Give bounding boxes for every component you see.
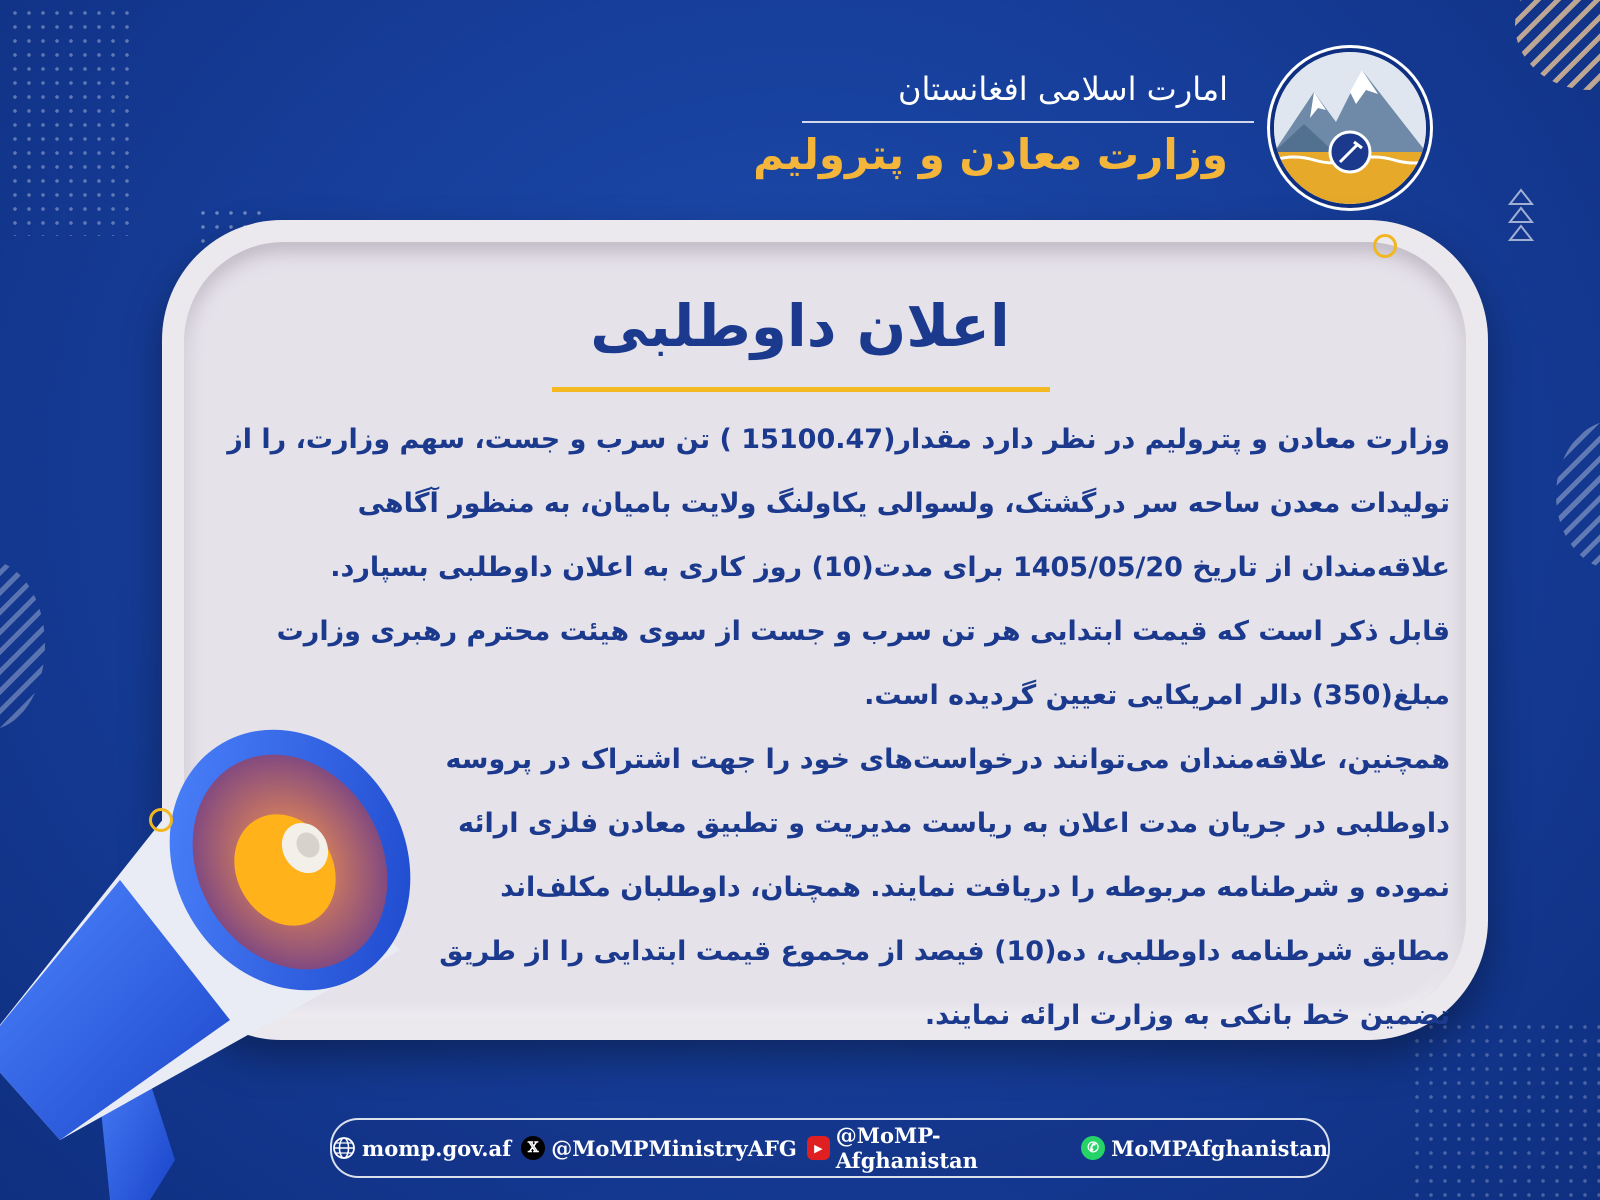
government-title: امارت اسلامی افغانستان: [897, 70, 1228, 108]
stripes-decoration-top-right: [1515, 0, 1600, 90]
paragraph-3: همچنین، علاقه‌مندان می‌توانند درخواست‌های خود را جهت اشتراک در پروسه داوطلبی در جریان مدت اعلان به ریاست مدیریت و تطبیق معادن فلزی ارائه نموده و شرطنامه مربوطه را دریافت نمایند. همچنان، داوطلبان مکلف‌اند مطابق شرطنامه داوطلبی، ده(10) فیصد از مجموع قیمت ابتدایی را از طریق تضمین خط بانکی به وزارت ارائه نمایند.: [439, 744, 1450, 1031]
title-underline: [552, 387, 1050, 392]
mountain-icon: [1274, 52, 1426, 204]
whatsapp-icon: ✆: [1081, 1136, 1105, 1160]
youtube-icon: ▶: [807, 1136, 830, 1160]
triangles-decoration: [1508, 188, 1534, 244]
globe-icon: [332, 1136, 356, 1160]
youtube-handle-text: @MoMP-Afghanistan: [835, 1123, 978, 1173]
ring-decoration-left: [149, 808, 173, 832]
x-link[interactable]: [521, 1136, 797, 1161]
paragraph-2: قابل ذکر است که قیمت ابتدایی هر تن سرب و جست از سوی هیئت محترم رهبری وزارت مبلغ(350) دالر امریکایی تعیین گردیده است.: [276, 616, 1450, 711]
website-text: momp.gov.af: [362, 1135, 512, 1161]
contact-footer: [330, 1118, 1330, 1178]
ministry-logo: [1270, 48, 1430, 208]
stripes-decoration-left: [0, 560, 45, 730]
youtube-link[interactable]: [807, 1123, 1071, 1173]
whatsapp-handle-text: MoMPAfghanistan: [1111, 1135, 1328, 1161]
header-divider: [802, 121, 1254, 123]
website-link[interactable]: [332, 1136, 511, 1161]
ministry-title: وزارت معادن و پترولیم: [753, 130, 1228, 179]
whatsapp-link[interactable]: [1081, 1136, 1328, 1161]
paragraph-1: وزارت معادن و پترولیم در نظر دارد مقدار(15100.47 ) تن سرب و جست، سهم وزارت، را از تولیدات معدن ساحه سر درگشتک، ولسوالی یکاولنگ ولایت بامیان، به منظور آگاهی علاقه‌مندان از تاریخ 1405/05/20 برای مدت(10) روز کاری به اعلان داوطلبی بسپارد.: [227, 424, 1450, 583]
dots-decoration-top-left: [8, 6, 134, 236]
ring-decoration-top: [1373, 234, 1397, 258]
x-icon: 𝕏: [521, 1136, 545, 1160]
stripes-decoration-right: [1556, 420, 1600, 570]
announcement-title: اعلان داوطلبی: [590, 292, 1010, 360]
x-handle-text: @MoMPMinistryAFG: [551, 1135, 797, 1161]
